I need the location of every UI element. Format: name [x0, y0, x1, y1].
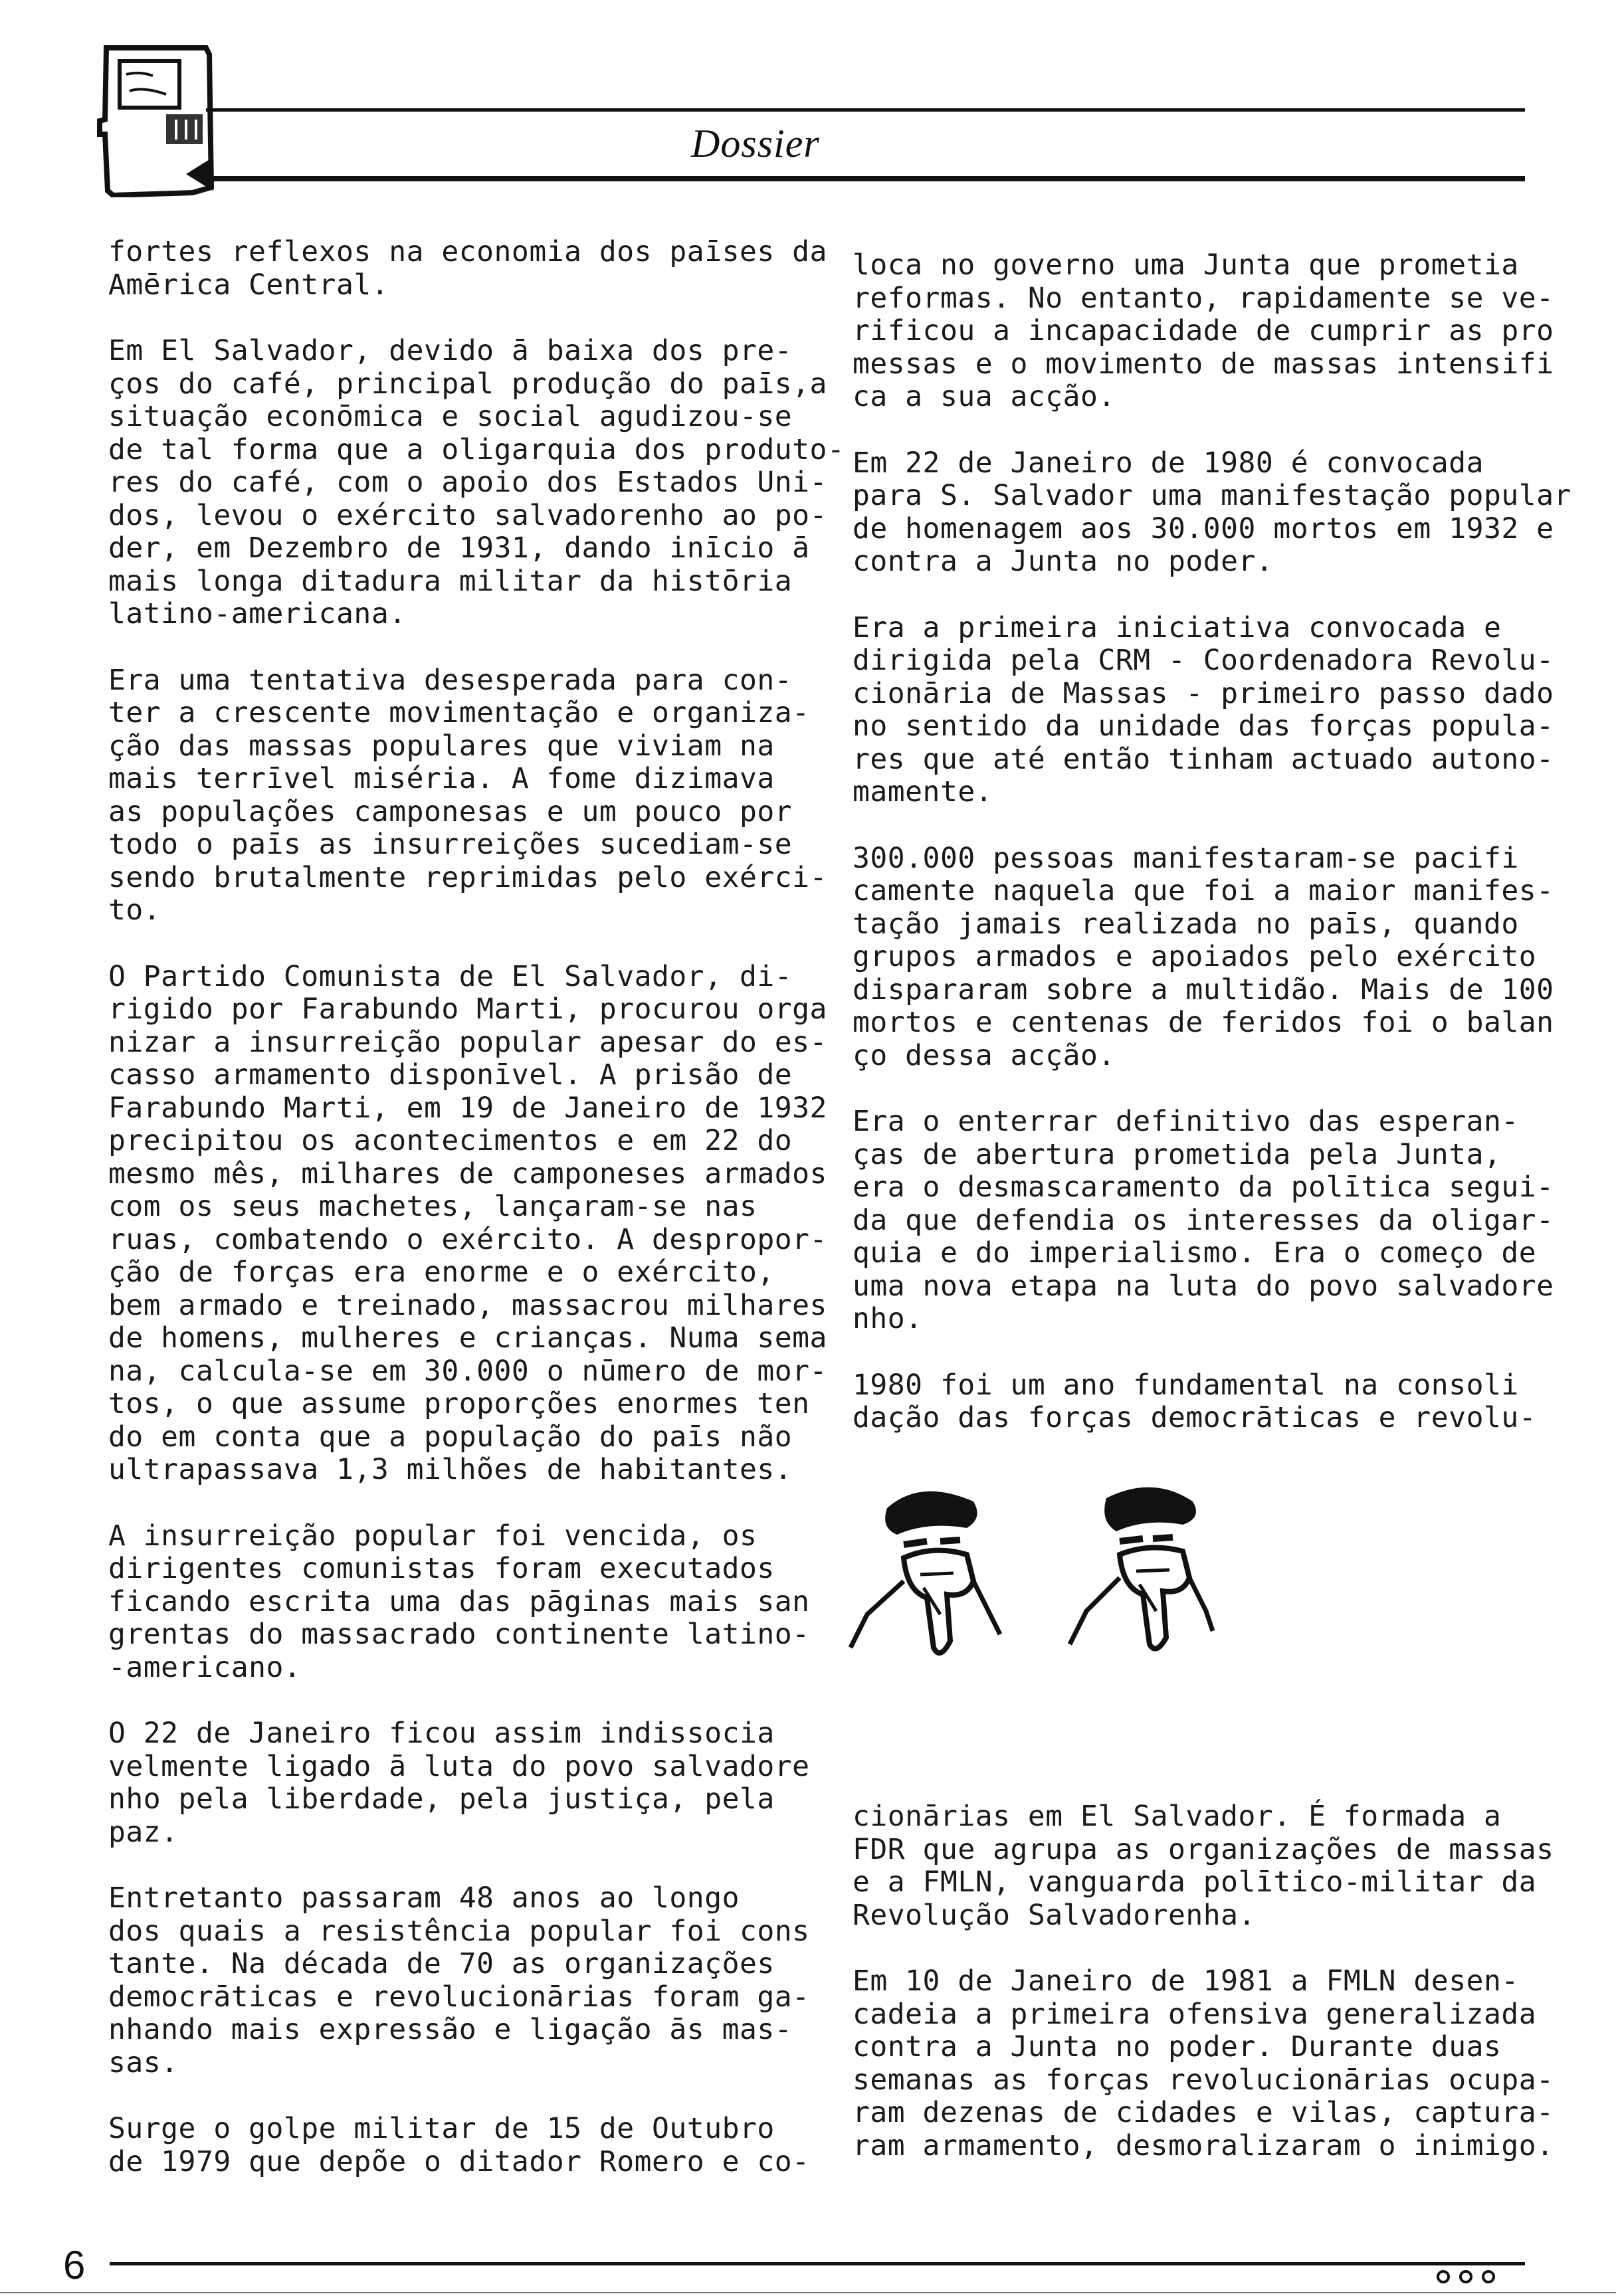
left-paragraph-3: Era uma tentativa desesperada para con- ter a crescente movimentação e organiza- ção das massas populares que viviam na mais terrīvel miséria. A fome dizimava as populações camponesas e um pouco por todo o paīs as insurreições sucediam-se sendo brutalmente reprimidas pelo exérci- to.: [108, 663, 827, 927]
header-top-rule: [206, 108, 1525, 112]
header-bottom-rule: [206, 176, 1525, 181]
right-paragraph-1: loca no governo uma Junta que prometia reformas. No entanto, rapidamente se ve- rificou a incapacidade de cumprir as pro messas e o movimento de massas intensifi ca a sua acção.: [853, 248, 1554, 413]
dossier-folder-logo: [93, 41, 219, 197]
guerrilla-figure-left: [851, 1491, 1000, 1653]
right-paragraph-5: Era o enterrar definitivo das esperan- ças de abertura prometida pela Junta, era o desmascaramento da polītica segui- da que defendia os interesses da oligar- quia e do imperialismo. Era o começo de uma nova etapa na luta do povo salvadore nho.: [853, 1105, 1554, 1335]
page-number: 6: [63, 2243, 86, 2287]
left-paragraph-1: fortes reflexos na economia dos paīses da Amērica Central.: [108, 235, 827, 302]
left-paragraph-8: Surge o golpe militar de 15 de Outubro de 1979 que depõe o ditador Romero e co-: [108, 2112, 810, 2178]
left-column: [108, 235, 845, 2178]
left-paragraph-5: A insurreição popular foi vencida, os dirigentes comunistas foram executados ficando escrita uma das pāginas mais san grentas do massacrado continente latino- -americano.: [108, 1519, 810, 1684]
section-title: Dossier: [691, 122, 820, 165]
left-paragraph-4: O Partido Comunista de El Salvador, di- rigido por Farabundo Marti, procurou orga nizar a insurreição popular apesar do es- casso armamento disponīvel. A prisão de Farabundo Marti, em 19 de Janeiro de 1932 precipitou os acontecimentos e em 22 do mesmo mês, milhares de camponeses armados com os seus machetes, lançaram-se nas ruas, combatendo o exército. A despropor- ção de forças era enorme e o exército, bem armado e treinado, massacrou milhares de homens, mulheres e crianças. Numa sema na, calcula-se em 30.000 o nūmero de mor- tos, o que assume proporções enormes ten do em conta que a população do paīs não ultrapassava 1,3 milhões de habitantes.: [108, 959, 827, 1486]
right-column-top: [853, 248, 1571, 1435]
bottom-edge-line: [0, 2292, 1616, 2293]
right-paragraph-8: Em 10 de Janeiro de 1981 a FMLN desen- cadeia a primeira ofensiva generalizada contra a Junta no poder. Durante duas semanas as forças revolucionārias ocupa- ram dezenas de cidades e vilas, captura- ram armamento, desmoralizaram o inimigo.: [853, 1964, 1554, 2162]
masked-guerrillas-illustration: [841, 1482, 1219, 1714]
right-paragraph-7: cionārias em El Salvador. É formada a FDR que agrupa as organizações de massas e a FMLN, vanguarda polītico-militar da Revolução Salvadorenha.: [853, 1800, 1554, 1932]
left-paragraph-6: O 22 de Janeiro ficou assim indissocia velmente ligado ā luta do povo salvadore nho pela liberdade, pela justiça, pela paz.: [108, 1717, 810, 1849]
right-paragraph-6: 1980 foi um ano fundamental na consoli dação das forças democrāticas e revolu-: [853, 1368, 1537, 1434]
right-paragraph-4: 300.000 pessoas manifestaram-se pacifi camente naquela que foi a maior manifes- tação jamais realizada no paīs, quando grupos armados e apoiados pelo exército dispararam sobre a multidão. Mais de 100 mortos e centenas de feridos foi o balan ço dessa acção.: [853, 841, 1554, 1072]
left-paragraph-2: Em El Salvador, devido ā baixa dos pre- ços do café, principal produção do paīs,a situação econōmica e social agudizou-se de tal forma que a oligarquia dos produto- res do café, com o apoio dos Estados Uni- dos, levou o exército salvadorenho ao po- der, em Dezembro de 1931, dando inīcio ā mais longa ditadura militar da histōria latino-americana.: [108, 334, 845, 630]
right-paragraph-2: Em 22 de Janeiro de 1980 é convocada para S. Salvador uma manifestação popular de homenagem aos 30.000 mortos em 1932 e contra a Junta no poder.: [853, 446, 1571, 578]
right-column-bottom: [853, 1800, 1554, 2162]
right-paragraph-3: Era a primeira iniciativa convocada e dirigida pela CRM - Coordenadora Revolu- cionāria de Massas - primeiro passo dado no sentido da unidade das forças popula- res que até então tinham actuado autono- mamente.: [853, 611, 1554, 809]
guerrilla-figure-right: [1070, 1487, 1213, 1649]
end-of-article-mark: [1435, 2267, 1502, 2287]
footer-rule: [110, 2262, 1525, 2265]
left-paragraph-7: Entretanto passaram 48 anos ao longo dos quais a resistência popular foi cons tante. Na década de 70 as organizações democrāticas e revolucionārias foram ga- nhando mais expressão e ligação ās mas- sas.: [108, 1881, 810, 2079]
